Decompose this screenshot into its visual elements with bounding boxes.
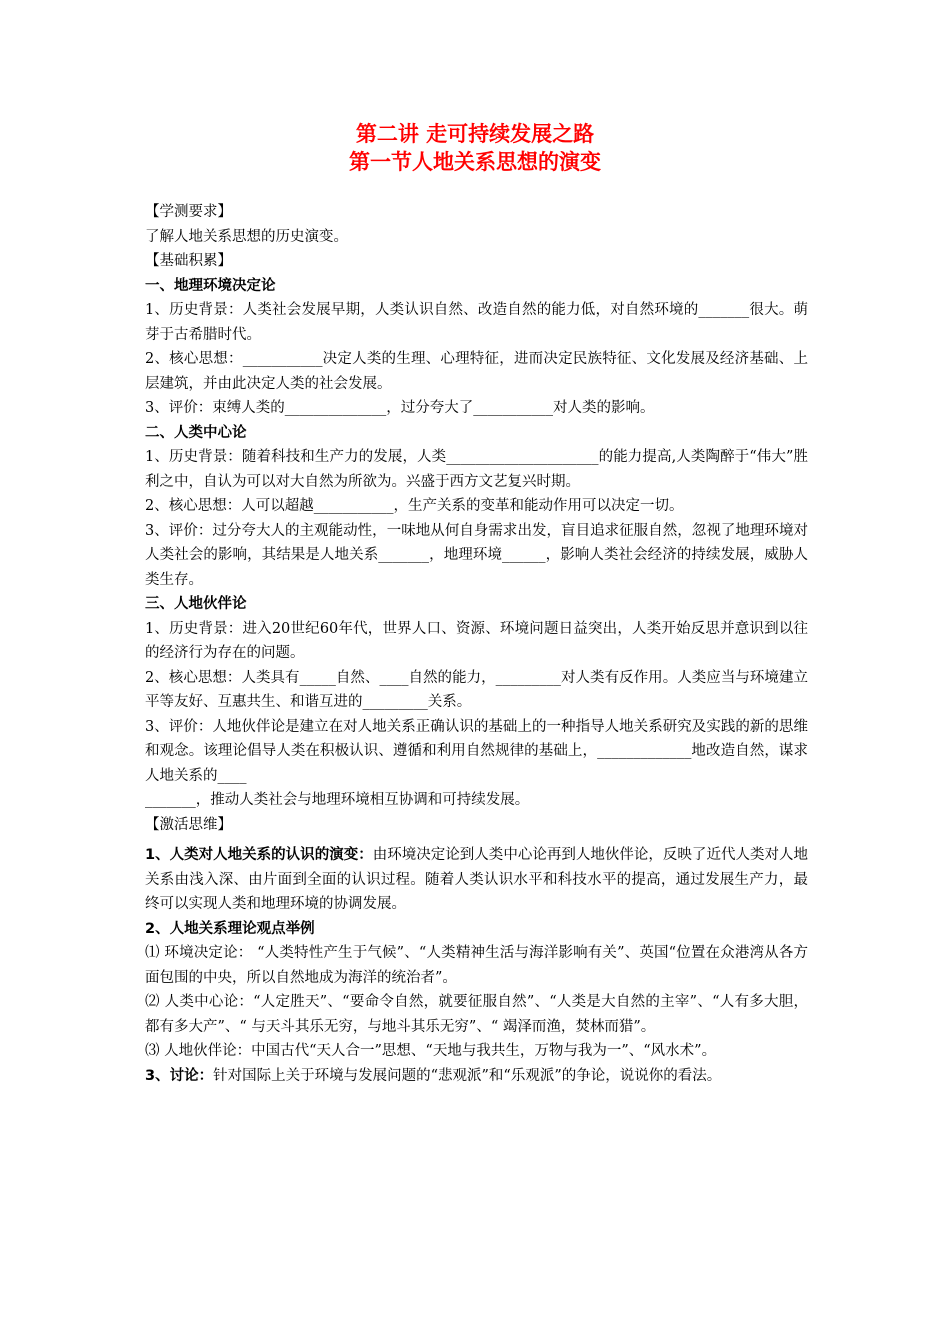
think-item-2-heading: 2、人地关系理论观点举例: [145, 920, 315, 937]
think-item-2c: ⑶ 人地伙伴论：中国古代“天人合一”思想、“天地与我共生，万物与我为一”、“风水术”。: [145, 1043, 717, 1059]
think-item-3: [145, 1064, 808, 1089]
think-item-1-text: 由环境决定论到人类中心论再到人地伙伴论，反映了近代人类对人地关系由浅入深、由片面到全面的认识过程。随着人类认识水平和科技水平的提高，通过发展生产力，最终可以实现人类和地理环境的协调发展。: [145, 847, 808, 912]
requirements-text: 了解人地关系思想的历史演变。: [145, 228, 348, 245]
lecture-title: 第二讲 走可持续发展之路: [355, 122, 595, 146]
basics-heading: 【基础积累】: [145, 253, 232, 269]
sec3-core-idea: 2、核心思想：人类具有_____自然、____自然的能力，_________对人类有反作用。人类应当与环境建立平等友好、互惠共生、和谐互进的_________关系。: [145, 669, 808, 710]
sec1-core-idea: 2、核心思想：___________决定人类的生理、心理特征，进而决定民族特征、文化发展及经济基础、上层建筑，并由此决定人类的社会发展。: [145, 351, 808, 392]
document-body: [145, 200, 808, 1088]
sec2-core-idea: 2、核心思想：人可以超越___________，生产关系的变革和能动作用可以决定一切。: [145, 498, 684, 514]
sec1-evaluation: 3、评价：束缚人类的______________，过分夸大了___________对人类的影响。: [145, 400, 655, 416]
sec3-background: 1、历史背景：进入20世纪60年代，世界人口、资源、环境问题日益突出，人类开始反思并意识到以往的经济行为存在的问题。: [145, 620, 808, 661]
think-item-3-label: 3、讨论：: [145, 1067, 214, 1084]
think-item-3-text: 针对国际上关于环境与发展问题的“悲观派”和“乐观派”的争论，说说你的看法。: [213, 1067, 722, 1084]
think-item-2b: ⑵ 人类中心论：“人定胜天”、“要命令自然，就要征服自然”、“人类是大自然的主宰”、“人有多大胆，都有多大产”、“ 与天斗其乐无穷，与地斗其乐无穷”、“ 竭泽而渔，焚林而猎”。: [145, 994, 808, 1035]
sec2-heading: 二、人类中心论: [145, 424, 247, 441]
think-item-1: [145, 843, 808, 917]
sec1-heading: 一、地理环境决定论: [145, 277, 276, 294]
section-title: 第一节人地关系思想的演变: [349, 150, 601, 174]
activate-heading: 【激活思维】: [145, 816, 232, 833]
sec2-background: 1、历史背景：随着科技和生产力的发展，人类_____________________的能力提高,人类陶醉于“伟大”胜利之中，自认为可以对大自然为所欲为。兴盛于西方文艺复兴时期。: [145, 449, 808, 490]
sec2-evaluation: 3、评价：过分夸大人的主观能动性，一味地从何自身需求出发，盲目追求征服自然，忽视了地理环境对人类社会的影响，其结果是人地关系_______，地理环境______，影响人类社会经济的持续发展，威胁人类生存。: [145, 522, 808, 588]
sec3-evaluation-cont: _______，推动人类社会与地理环境相互协调和可持续发展。: [145, 792, 530, 808]
think-item-1-label: 1、人类对人地关系的认识的演变：: [145, 847, 373, 863]
think-item-2a: ⑴ 环境决定论： “人类特性产生于气候”、“人类精神生活与海洋影响有关”、英国“位置在众港湾从各方面包围的中央，所以自然地成为海洋的统治者”。: [145, 945, 808, 986]
sec3-heading: 三、人地伙伴论: [145, 596, 247, 612]
requirements-heading: 【学测要求】: [145, 204, 232, 220]
sec1-background: 1、历史背景：人类社会发展早期，人类认识自然、改造自然的能力低，对自然环境的_______很大。萌芽于古希腊时代。: [145, 302, 808, 343]
sec3-evaluation: 3、评价：人地伙伴论是建立在对人地关系正确认识的基础上的一种指导人地关系研究及实践的新的思维和观念。该理论倡导人类在积极认识、遵循和利用自然规律的基础上，_____________地改造自然，谋求人地关系的____: [145, 718, 808, 784]
